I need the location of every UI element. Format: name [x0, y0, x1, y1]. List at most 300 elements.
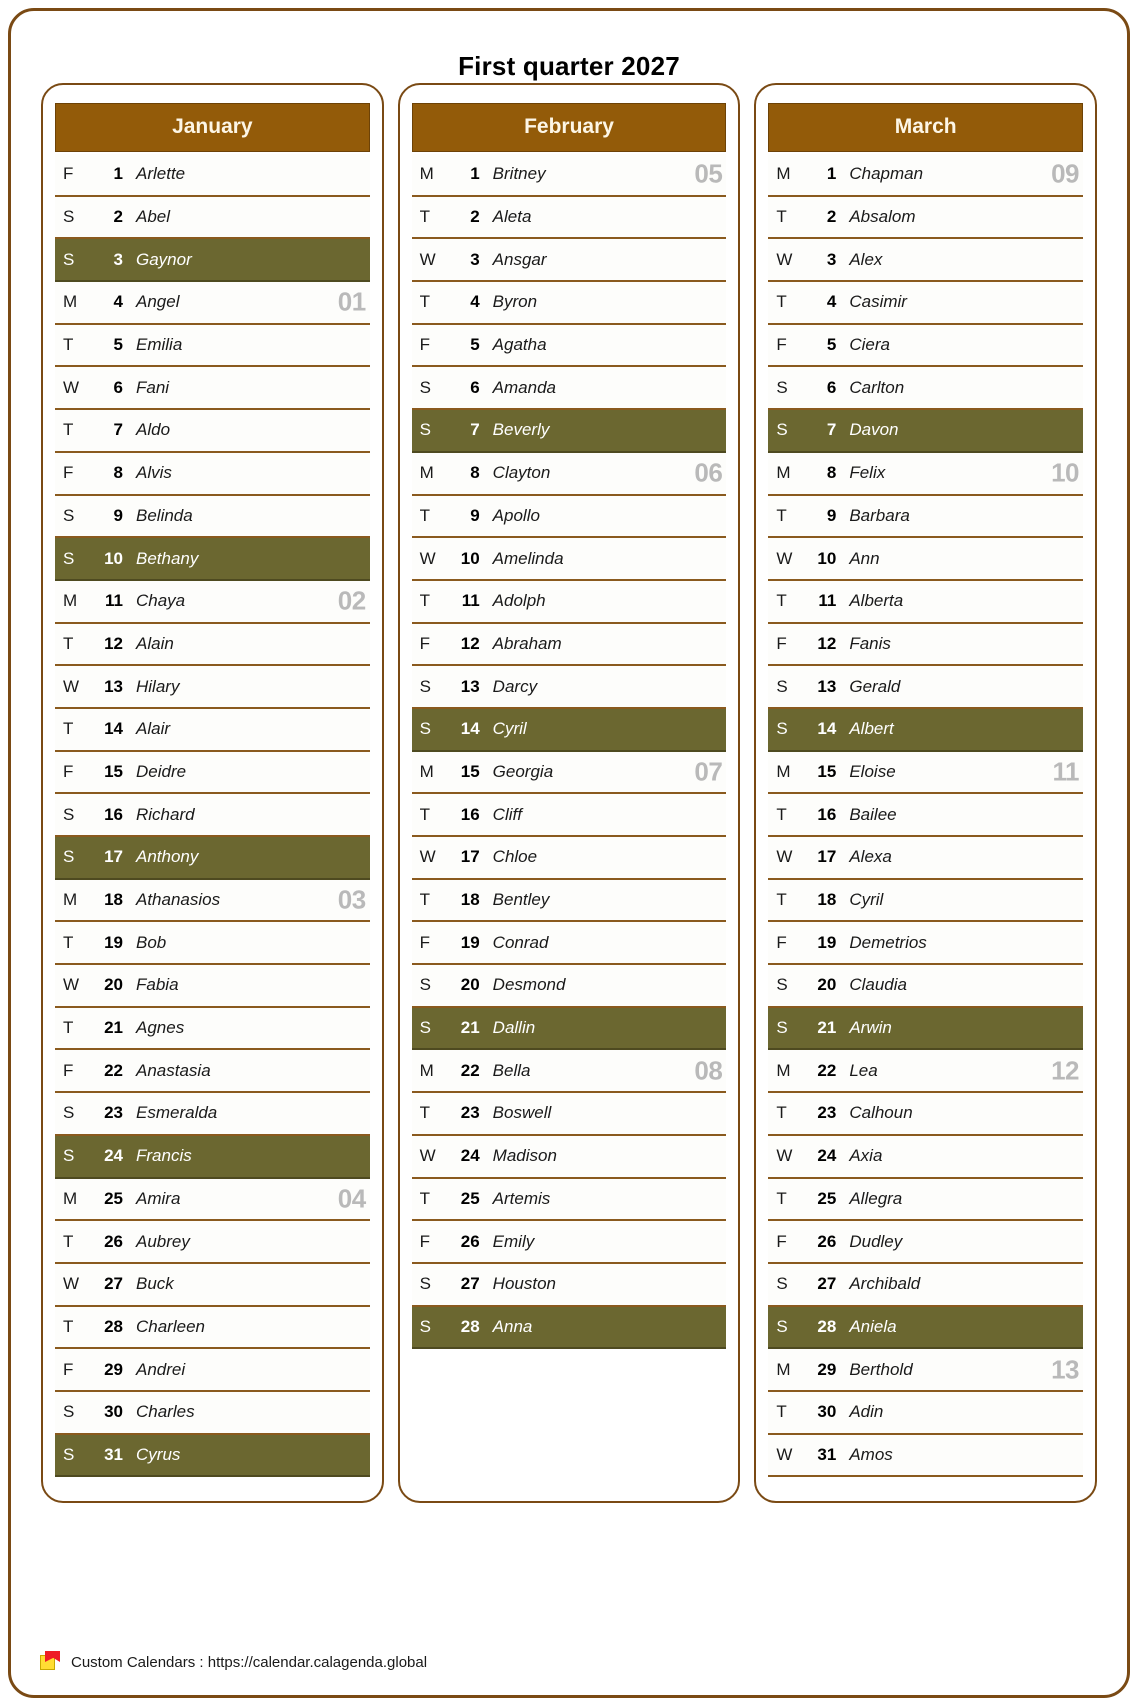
day-saint-name: Ciera: [849, 335, 890, 355]
day-row[interactable]: [55, 1050, 370, 1093]
day-number: 21: [104, 1018, 123, 1038]
day-row-weekend[interactable]: [768, 1008, 1083, 1051]
day-of-week-letter: S: [419, 719, 432, 739]
day-row[interactable]: [55, 965, 370, 1008]
day-of-week-letter: M: [63, 591, 78, 611]
day-of-week-letter: M: [419, 1060, 434, 1080]
day-number: 25: [104, 1188, 123, 1208]
day-row[interactable]: [412, 1050, 727, 1093]
day-row[interactable]: [412, 496, 727, 539]
day-saint-name: Charles: [136, 1402, 195, 1422]
day-row[interactable]: [55, 922, 370, 965]
day-row[interactable]: [55, 1179, 370, 1222]
day-row-weekend[interactable]: [55, 1136, 370, 1179]
day-row[interactable]: [55, 367, 370, 410]
day-row[interactable]: [55, 1008, 370, 1051]
day-number: 1: [113, 164, 123, 184]
day-saint-name: Emilia: [136, 335, 183, 355]
day-number: 1: [470, 164, 480, 184]
day-saint-name: Gaynor: [136, 249, 192, 269]
day-saint-name: Houston: [492, 1274, 556, 1294]
day-of-week-letter: F: [63, 463, 74, 483]
day-row[interactable]: [55, 282, 370, 325]
day-row[interactable]: [768, 837, 1083, 880]
day-row[interactable]: [412, 1179, 727, 1222]
day-number: 22: [104, 1060, 123, 1080]
week-number: 03: [337, 884, 366, 915]
day-number: 3: [113, 249, 123, 269]
day-number: 19: [460, 932, 480, 952]
day-saint-name: Gerald: [849, 676, 901, 696]
day-row[interactable]: [768, 538, 1083, 581]
day-number: 28: [104, 1316, 123, 1336]
day-saint-name: Agnes: [136, 1018, 185, 1038]
day-number: 7: [470, 420, 480, 440]
day-saint-name: Fanis: [849, 633, 891, 653]
day-number: 10: [817, 548, 837, 568]
day-saint-name: Abraham: [492, 633, 562, 653]
day-of-week-letter: M: [776, 1359, 791, 1379]
day-of-week-letter: T: [419, 804, 431, 824]
day-number: 9: [470, 505, 480, 525]
day-number: 3: [470, 249, 480, 269]
day-row[interactable]: [768, 1136, 1083, 1179]
day-saint-name: Beverly: [492, 420, 550, 440]
day-number: 14: [817, 719, 837, 739]
day-of-week-letter: M: [776, 761, 791, 781]
day-row[interactable]: [768, 1179, 1083, 1222]
day-of-week-letter: T: [63, 932, 74, 952]
month-card: [754, 83, 1097, 1503]
day-number: 24: [460, 1146, 480, 1166]
day-of-week-letter: W: [63, 975, 80, 995]
day-number: 12: [104, 633, 123, 653]
day-saint-name: Bella: [492, 1060, 531, 1080]
day-number: 6: [826, 377, 837, 397]
day-number: 20: [817, 975, 837, 995]
day-saint-name: Cyrus: [136, 1444, 181, 1464]
day-of-week-letter: S: [63, 1444, 75, 1464]
day-row[interactable]: [412, 1136, 727, 1179]
day-of-week-letter: F: [63, 1060, 74, 1080]
day-saint-name: Amos: [849, 1444, 893, 1464]
day-number: 24: [104, 1146, 123, 1166]
week-number: 09: [1051, 158, 1080, 189]
day-saint-name: Aldo: [136, 420, 171, 440]
day-saint-name: Adolph: [492, 591, 546, 611]
day-saint-name: Athanasios: [136, 890, 221, 910]
day-row-weekend[interactable]: [55, 1435, 370, 1478]
day-row[interactable]: [55, 752, 370, 795]
day-saint-name: Deidre: [136, 761, 187, 781]
day-row[interactable]: [768, 239, 1083, 282]
day-row[interactable]: [412, 154, 727, 197]
day-of-week-letter: F: [419, 1231, 431, 1251]
day-saint-name: Alexa: [849, 847, 892, 867]
day-of-week-letter: S: [63, 207, 75, 227]
day-row[interactable]: [768, 496, 1083, 539]
day-number: 7: [826, 420, 837, 440]
day-saint-name: Abel: [136, 207, 171, 227]
day-of-week-letter: F: [63, 164, 74, 184]
day-row[interactable]: [55, 624, 370, 667]
day-saint-name: Amanda: [492, 377, 556, 397]
day-row[interactable]: [412, 453, 727, 496]
day-row[interactable]: [768, 1392, 1083, 1435]
day-of-week-letter: T: [776, 1103, 787, 1123]
day-of-week-letter: T: [63, 633, 74, 653]
day-number: 29: [104, 1359, 123, 1379]
day-number: 6: [470, 377, 480, 397]
day-row[interactable]: [768, 1221, 1083, 1264]
day-saint-name: Conrad: [492, 932, 549, 952]
day-saint-name: Axia: [849, 1146, 883, 1166]
day-number: 11: [818, 591, 837, 611]
day-saint-name: Casimir: [849, 292, 907, 312]
day-number: 25: [460, 1188, 480, 1208]
day-of-week-letter: T: [419, 292, 431, 312]
day-of-week-letter: T: [419, 207, 431, 227]
day-of-week-letter: T: [776, 890, 787, 910]
day-row[interactable]: [412, 666, 727, 709]
day-number: 27: [460, 1274, 480, 1294]
month-header: March: [768, 103, 1083, 152]
day-of-week-letter: S: [776, 676, 788, 696]
day-row[interactable]: [55, 666, 370, 709]
day-row[interactable]: [55, 410, 370, 453]
day-row[interactable]: [55, 794, 370, 837]
week-number: 07: [694, 756, 723, 787]
day-saint-name: Eloise: [849, 761, 896, 781]
day-row[interactable]: [55, 1264, 370, 1307]
day-of-week-letter: S: [63, 1146, 75, 1166]
day-saint-name: Amelinda: [492, 548, 564, 568]
day-of-week-letter: W: [63, 377, 80, 397]
day-number: 21: [817, 1018, 837, 1038]
day-saint-name: Byron: [492, 292, 538, 312]
day-number: 8: [113, 463, 123, 483]
day-number: 7: [113, 420, 123, 440]
day-number: 9: [113, 505, 123, 525]
day-row-weekend[interactable]: [412, 1307, 727, 1350]
day-of-week-letter: S: [776, 420, 788, 440]
day-row[interactable]: [768, 325, 1083, 368]
day-number: 1: [826, 164, 837, 184]
day-number: 13: [104, 676, 123, 696]
week-number: 01: [337, 286, 366, 317]
day-saint-name: Georgia: [492, 761, 554, 781]
day-number: 15: [817, 761, 837, 781]
day-saint-name: Clayton: [492, 463, 551, 483]
day-saint-name: Arwin: [849, 1018, 892, 1038]
day-number: 5: [826, 335, 837, 355]
day-saint-name: Artemis: [492, 1188, 551, 1208]
day-saint-name: Anna: [492, 1316, 533, 1336]
day-number: 10: [104, 548, 123, 568]
day-number: 9: [826, 505, 837, 525]
day-row-weekend[interactable]: [768, 410, 1083, 453]
day-of-week-letter: S: [776, 1316, 788, 1336]
day-number: 25: [817, 1188, 837, 1208]
day-row-weekend[interactable]: [412, 410, 727, 453]
day-row[interactable]: [768, 1050, 1083, 1093]
day-of-week-letter: S: [63, 1402, 75, 1422]
day-number: 23: [104, 1103, 123, 1123]
week-number: 10: [1051, 457, 1080, 488]
day-saint-name: Chapman: [849, 164, 924, 184]
day-of-week-letter: F: [776, 335, 787, 355]
day-row-weekend[interactable]: [55, 837, 370, 880]
day-of-week-letter: T: [419, 591, 431, 611]
day-row[interactable]: [768, 1349, 1083, 1392]
day-number: 5: [113, 335, 123, 355]
day-of-week-letter: T: [63, 1316, 74, 1336]
day-number: 24: [817, 1146, 837, 1166]
day-of-week-letter: S: [776, 719, 788, 739]
day-row[interactable]: [412, 752, 727, 795]
day-number: 17: [104, 847, 123, 867]
day-row[interactable]: [768, 1093, 1083, 1136]
day-row[interactable]: [768, 367, 1083, 410]
day-saint-name: Chaya: [136, 591, 186, 611]
day-number: 28: [460, 1316, 480, 1336]
day-row-weekend[interactable]: [55, 538, 370, 581]
day-of-week-letter: S: [776, 975, 788, 995]
day-of-week-letter: S: [419, 1274, 432, 1294]
day-row[interactable]: [412, 837, 727, 880]
day-saint-name: Richard: [136, 804, 195, 824]
day-row[interactable]: [412, 581, 727, 624]
day-row[interactable]: [55, 453, 370, 496]
day-saint-name: Cyril: [492, 719, 527, 739]
day-of-week-letter: F: [63, 761, 74, 781]
day-row-weekend[interactable]: [768, 1307, 1083, 1350]
day-of-week-letter: M: [776, 463, 791, 483]
day-number: 14: [460, 719, 480, 739]
page-title: First quarter 2027: [458, 51, 680, 81]
day-number: 20: [460, 975, 480, 995]
day-saint-name: Archibald: [849, 1274, 921, 1294]
day-of-week-letter: F: [419, 335, 431, 355]
month-card: [398, 83, 741, 1503]
day-row[interactable]: [768, 581, 1083, 624]
week-number: 12: [1051, 1055, 1080, 1086]
day-of-week-letter: M: [63, 292, 78, 312]
day-number: 30: [104, 1402, 123, 1422]
day-of-week-letter: M: [776, 164, 791, 184]
week-number: 11: [1052, 756, 1080, 787]
day-row[interactable]: [55, 1392, 370, 1435]
day-row[interactable]: [768, 197, 1083, 240]
day-saint-name: Desmond: [492, 975, 566, 995]
day-number: 28: [817, 1316, 837, 1336]
day-row[interactable]: [768, 880, 1083, 923]
day-of-week-letter: T: [776, 207, 787, 227]
day-saint-name: Ann: [849, 548, 880, 568]
day-row[interactable]: [55, 1307, 370, 1350]
day-of-week-letter: M: [419, 164, 434, 184]
week-number: 08: [694, 1055, 723, 1086]
day-row[interactable]: [412, 880, 727, 923]
day-of-week-letter: T: [419, 505, 431, 525]
day-row[interactable]: [412, 922, 727, 965]
day-row[interactable]: [412, 1221, 727, 1264]
flag-icon: [39, 1651, 61, 1673]
day-row[interactable]: [412, 1093, 727, 1136]
day-row[interactable]: [412, 325, 727, 368]
day-row-weekend[interactable]: [768, 709, 1083, 752]
day-row[interactable]: [768, 752, 1083, 795]
day-saint-name: Claudia: [849, 975, 907, 995]
day-row[interactable]: [412, 624, 727, 667]
day-saint-name: Charleen: [136, 1316, 205, 1336]
day-number: 30: [817, 1402, 837, 1422]
day-number: 4: [826, 292, 837, 312]
day-row[interactable]: [768, 666, 1083, 709]
day-saint-name: Apollo: [492, 505, 540, 525]
day-saint-name: Aubrey: [136, 1231, 190, 1251]
day-row[interactable]: [768, 154, 1083, 197]
day-number: 13: [817, 676, 837, 696]
day-saint-name: Aniela: [849, 1316, 897, 1336]
day-row[interactable]: [412, 965, 727, 1008]
day-saint-name: Chloe: [492, 847, 538, 867]
day-of-week-letter: S: [63, 1103, 75, 1123]
day-row-weekend[interactable]: [412, 709, 727, 752]
day-row[interactable]: [768, 922, 1083, 965]
day-of-week-letter: S: [63, 505, 75, 525]
day-of-week-letter: T: [776, 804, 787, 824]
day-of-week-letter: T: [776, 1402, 787, 1422]
day-row[interactable]: [412, 1264, 727, 1307]
day-row[interactable]: [768, 453, 1083, 496]
day-saint-name: Anthony: [136, 847, 199, 867]
footer: [39, 1651, 427, 1673]
day-row[interactable]: [768, 794, 1083, 837]
day-of-week-letter: S: [776, 1018, 788, 1038]
day-row[interactable]: [768, 282, 1083, 325]
day-of-week-letter: T: [776, 505, 787, 525]
day-row[interactable]: [768, 1264, 1083, 1307]
day-row[interactable]: [55, 1221, 370, 1264]
day-of-week-letter: M: [63, 1188, 78, 1208]
day-of-week-letter: W: [776, 249, 793, 269]
day-row[interactable]: [55, 154, 370, 197]
day-row[interactable]: [768, 1435, 1083, 1478]
day-row[interactable]: [412, 197, 727, 240]
day-row[interactable]: [55, 1093, 370, 1136]
day-saint-name: Alex: [849, 249, 883, 269]
day-row[interactable]: [55, 1349, 370, 1392]
day-row[interactable]: [412, 367, 727, 410]
month-header: February: [412, 103, 727, 152]
day-number: 31: [104, 1444, 123, 1464]
day-of-week-letter: F: [776, 1231, 787, 1251]
footer-credit-text: Custom Calendars : https://calendar.calagenda.global: [71, 1653, 428, 1671]
day-row[interactable]: [55, 197, 370, 240]
day-saint-name: Cyril: [849, 890, 884, 910]
day-of-week-letter: T: [419, 1188, 431, 1208]
day-number: 19: [104, 932, 123, 952]
day-row-weekend[interactable]: [55, 239, 370, 282]
day-number: 5: [470, 335, 480, 355]
week-number: 02: [337, 585, 366, 616]
day-number: 2: [826, 207, 837, 227]
day-number: 23: [460, 1103, 480, 1123]
day-row[interactable]: [55, 709, 370, 752]
day-number: 8: [470, 463, 480, 483]
day-of-week-letter: W: [776, 548, 793, 568]
day-number: 6: [113, 377, 123, 397]
day-of-week-letter: S: [419, 420, 432, 440]
day-number: 22: [460, 1060, 480, 1080]
day-number: 15: [104, 761, 123, 781]
day-of-week-letter: W: [63, 1274, 80, 1294]
day-row-weekend[interactable]: [412, 1008, 727, 1051]
day-row[interactable]: [55, 325, 370, 368]
day-of-week-letter: W: [419, 1146, 436, 1166]
day-number: 14: [104, 719, 123, 739]
day-number: 23: [817, 1103, 837, 1123]
day-saint-name: Bob: [136, 932, 167, 952]
day-number: 18: [460, 890, 480, 910]
day-saint-name: Anastasia: [136, 1060, 211, 1080]
day-of-week-letter: S: [63, 249, 75, 269]
day-saint-name: Albert: [849, 719, 894, 739]
day-row[interactable]: [768, 965, 1083, 1008]
day-saint-name: Alair: [136, 719, 171, 739]
day-saint-name: Adin: [849, 1402, 884, 1422]
day-row[interactable]: [412, 282, 727, 325]
day-number: 20: [104, 975, 123, 995]
day-row[interactable]: [55, 880, 370, 923]
day-number: 17: [817, 847, 837, 867]
day-row[interactable]: [768, 624, 1083, 667]
day-number: 12: [817, 633, 837, 653]
day-saint-name: Alvis: [136, 463, 172, 483]
day-saint-name: Francis: [136, 1146, 192, 1166]
day-of-week-letter: S: [63, 804, 75, 824]
day-saint-name: Darcy: [492, 676, 538, 696]
day-number: 4: [113, 292, 123, 312]
day-row[interactable]: [412, 239, 727, 282]
day-of-week-letter: W: [63, 676, 80, 696]
day-saint-name: Lea: [849, 1060, 878, 1080]
day-number: 27: [817, 1274, 837, 1294]
day-row[interactable]: [412, 794, 727, 837]
day-of-week-letter: T: [63, 1018, 74, 1038]
day-of-week-letter: F: [419, 932, 431, 952]
day-of-week-letter: M: [419, 761, 434, 781]
day-row[interactable]: [55, 581, 370, 624]
day-of-week-letter: T: [419, 890, 431, 910]
day-of-week-letter: F: [63, 1359, 74, 1379]
day-number: 11: [105, 591, 123, 611]
day-saint-name: Aleta: [492, 207, 532, 227]
day-of-week-letter: S: [419, 1316, 432, 1336]
day-of-week-letter: T: [419, 1103, 431, 1123]
day-saint-name: Dudley: [849, 1231, 903, 1251]
day-row[interactable]: [412, 538, 727, 581]
day-saint-name: Ansgar: [492, 249, 547, 269]
day-row[interactable]: [55, 496, 370, 539]
day-of-week-letter: F: [776, 932, 787, 952]
day-number: 16: [817, 804, 837, 824]
week-number: 05: [694, 158, 723, 189]
day-number: 10: [460, 548, 480, 568]
day-of-week-letter: F: [776, 633, 787, 653]
day-number: 2: [470, 207, 480, 227]
